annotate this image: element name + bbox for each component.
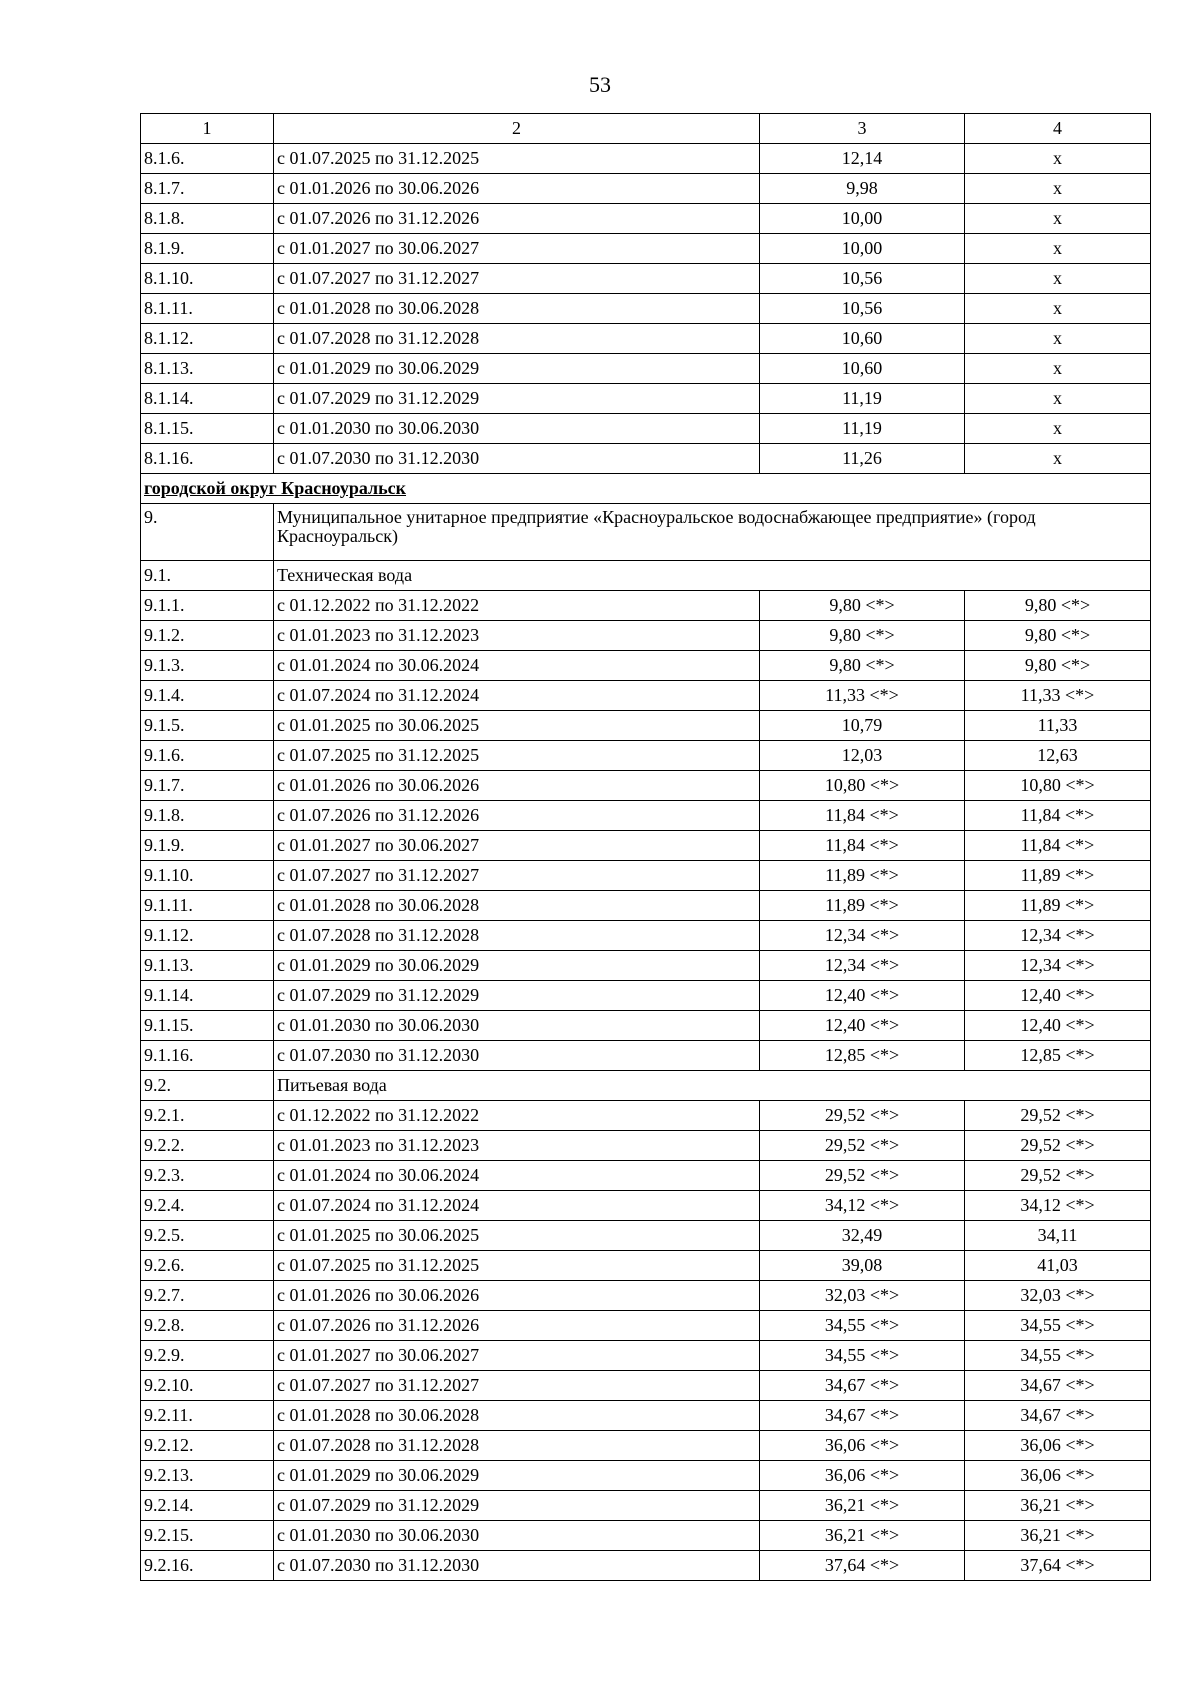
row-value-col3: 12,40 <*> bbox=[760, 1011, 965, 1041]
table-row bbox=[141, 981, 1151, 1011]
row-period: с 01.07.2025 по 31.12.2025 bbox=[274, 1251, 760, 1281]
table-row bbox=[141, 1251, 1151, 1281]
row-value-col3: 12,40 <*> bbox=[760, 981, 965, 1011]
table-row bbox=[141, 1191, 1151, 1221]
row-value-col4: 29,52 <*> bbox=[965, 1131, 1151, 1161]
row-value-col4: 11,33 <*> bbox=[965, 681, 1151, 711]
row-value-col4: 12,34 <*> bbox=[965, 921, 1151, 951]
row-value-col4: х bbox=[965, 354, 1151, 384]
row-value-col3: 12,03 bbox=[760, 741, 965, 771]
row-value-col3: 10,79 bbox=[760, 711, 965, 741]
row-value-col4: 9,80 <*> bbox=[965, 591, 1151, 621]
section-heading-row bbox=[141, 474, 1151, 504]
row-period: с 01.01.2027 по 30.06.2027 bbox=[274, 1341, 760, 1371]
row-value-col4: 34,12 <*> bbox=[965, 1191, 1151, 1221]
row-number: 9.2.11. bbox=[141, 1401, 274, 1431]
row-value-col4: 9,80 <*> bbox=[965, 651, 1151, 681]
row-number: 9.2. bbox=[141, 1071, 274, 1101]
row-number: 8.1.10. bbox=[141, 264, 274, 294]
row-number: 9.1.6. bbox=[141, 741, 274, 771]
table-row bbox=[141, 711, 1151, 741]
row-value-col3: 36,21 <*> bbox=[760, 1491, 965, 1521]
row-value-col3: 36,21 <*> bbox=[760, 1521, 965, 1551]
organization-row bbox=[141, 504, 1151, 561]
row-period: с 01.07.2026 по 31.12.2026 bbox=[274, 801, 760, 831]
row-value-col4: 32,03 <*> bbox=[965, 1281, 1151, 1311]
row-value-col3: 11,89 <*> bbox=[760, 891, 965, 921]
row-value-col4: 12,63 bbox=[965, 741, 1151, 771]
row-period: с 01.07.2029 по 31.12.2029 bbox=[274, 384, 760, 414]
row-value-col4: 29,52 <*> bbox=[965, 1101, 1151, 1131]
row-number: 9.1.3. bbox=[141, 651, 274, 681]
row-number: 9.1.2. bbox=[141, 621, 274, 651]
table-row bbox=[141, 771, 1151, 801]
row-value-col3: 11,84 <*> bbox=[760, 801, 965, 831]
row-period: с 01.07.2028 по 31.12.2028 bbox=[274, 324, 760, 354]
row-number: 9.2.9. bbox=[141, 1341, 274, 1371]
row-number: 9.1.9. bbox=[141, 831, 274, 861]
row-period: с 01.01.2023 по 31.12.2023 bbox=[274, 621, 760, 651]
row-value-col4: 41,03 bbox=[965, 1251, 1151, 1281]
row-value-col4: 9,80 <*> bbox=[965, 621, 1151, 651]
table-row bbox=[141, 1281, 1151, 1311]
row-value-col3: 11,26 bbox=[760, 444, 965, 474]
table-row bbox=[141, 831, 1151, 861]
row-number: 9.1.1. bbox=[141, 591, 274, 621]
row-value-col3: 11,33 <*> bbox=[760, 681, 965, 711]
row-period: с 01.07.2025 по 31.12.2025 bbox=[274, 741, 760, 771]
row-period: с 01.07.2028 по 31.12.2028 bbox=[274, 921, 760, 951]
row-value-col4: х bbox=[965, 414, 1151, 444]
table-row bbox=[141, 384, 1151, 414]
row-number: 9.1.7. bbox=[141, 771, 274, 801]
group-heading-row bbox=[141, 1071, 1151, 1101]
row-number: 8.1.16. bbox=[141, 444, 274, 474]
row-number: 8.1.11. bbox=[141, 294, 274, 324]
header-col-1: 1 bbox=[141, 114, 274, 144]
row-period: с 01.07.2027 по 31.12.2027 bbox=[274, 264, 760, 294]
row-value-col3: 36,06 <*> bbox=[760, 1431, 965, 1461]
row-value-col3: 10,56 bbox=[760, 294, 965, 324]
table-row bbox=[141, 1491, 1151, 1521]
row-number: 9.2.5. bbox=[141, 1221, 274, 1251]
table-row bbox=[141, 1461, 1151, 1491]
row-value-col4: 11,89 <*> bbox=[965, 861, 1151, 891]
row-period: с 01.07.2029 по 31.12.2029 bbox=[274, 1491, 760, 1521]
row-period: с 01.07.2024 по 31.12.2024 bbox=[274, 1191, 760, 1221]
table-row bbox=[141, 921, 1151, 951]
row-number: 9.1.14. bbox=[141, 981, 274, 1011]
row-number: 8.1.14. bbox=[141, 384, 274, 414]
row-period: с 01.01.2023 по 31.12.2023 bbox=[274, 1131, 760, 1161]
table-row bbox=[141, 1011, 1151, 1041]
row-value-col3: 9,80 <*> bbox=[760, 621, 965, 651]
row-value-col3: 36,06 <*> bbox=[760, 1461, 965, 1491]
group-title: Питьевая вода bbox=[274, 1071, 1151, 1101]
row-value-col3: 10,00 bbox=[760, 204, 965, 234]
row-value-col3: 10,56 bbox=[760, 264, 965, 294]
table-row bbox=[141, 621, 1151, 651]
row-period: с 01.07.2028 по 31.12.2028 bbox=[274, 1431, 760, 1461]
tariff-table-body bbox=[141, 114, 1151, 1581]
table-row bbox=[141, 354, 1151, 384]
row-number: 9.2.12. bbox=[141, 1431, 274, 1461]
page-number: 53 bbox=[589, 72, 611, 97]
row-period: с 01.01.2027 по 30.06.2027 bbox=[274, 234, 760, 264]
table-row bbox=[141, 801, 1151, 831]
table-row bbox=[141, 144, 1151, 174]
row-number: 9.2.16. bbox=[141, 1551, 274, 1581]
table-row bbox=[141, 681, 1151, 711]
row-period: с 01.07.2026 по 31.12.2026 bbox=[274, 1311, 760, 1341]
row-value-col4: 11,84 <*> bbox=[965, 831, 1151, 861]
table-row bbox=[141, 444, 1151, 474]
table-row bbox=[141, 1371, 1151, 1401]
row-number: 8.1.9. bbox=[141, 234, 274, 264]
table-row bbox=[141, 294, 1151, 324]
row-value-col3: 34,55 <*> bbox=[760, 1341, 965, 1371]
row-period: с 01.01.2030 по 30.06.2030 bbox=[274, 414, 760, 444]
row-value-col4: 36,21 <*> bbox=[965, 1491, 1151, 1521]
row-value-col4: 34,11 bbox=[965, 1221, 1151, 1251]
row-period: с 01.07.2027 по 31.12.2027 bbox=[274, 1371, 760, 1401]
row-period: с 01.12.2022 по 31.12.2022 bbox=[274, 1101, 760, 1131]
table-row bbox=[141, 414, 1151, 444]
row-period: с 01.01.2029 по 30.06.2029 bbox=[274, 951, 760, 981]
table-row bbox=[141, 1521, 1151, 1551]
row-value-col3: 34,55 <*> bbox=[760, 1311, 965, 1341]
table-row bbox=[141, 204, 1151, 234]
row-period: с 01.01.2027 по 30.06.2027 bbox=[274, 831, 760, 861]
row-value-col3: 32,49 bbox=[760, 1221, 965, 1251]
header-col-3: 3 bbox=[760, 114, 965, 144]
row-period: с 01.01.2026 по 30.06.2026 bbox=[274, 771, 760, 801]
row-period: с 01.01.2030 по 30.06.2030 bbox=[274, 1521, 760, 1551]
row-number: 9.1.11. bbox=[141, 891, 274, 921]
row-period: с 01.01.2026 по 30.06.2026 bbox=[274, 174, 760, 204]
header-col-4: 4 bbox=[965, 114, 1151, 144]
table-row bbox=[141, 1341, 1151, 1371]
row-period: с 01.01.2028 по 30.06.2028 bbox=[274, 294, 760, 324]
row-number: 9.2.7. bbox=[141, 1281, 274, 1311]
row-number: 9.2.13. bbox=[141, 1461, 274, 1491]
row-value-col3: 12,85 <*> bbox=[760, 1041, 965, 1071]
row-period: с 01.01.2029 по 30.06.2029 bbox=[274, 354, 760, 384]
table-row bbox=[141, 951, 1151, 981]
table-row bbox=[141, 1551, 1151, 1581]
row-period: с 01.07.2025 по 31.12.2025 bbox=[274, 144, 760, 174]
row-value-col3: 12,34 <*> bbox=[760, 951, 965, 981]
row-period: с 01.01.2024 по 30.06.2024 bbox=[274, 1161, 760, 1191]
row-value-col3: 9,80 <*> bbox=[760, 651, 965, 681]
table-row bbox=[141, 861, 1151, 891]
row-value-col4: 11,84 <*> bbox=[965, 801, 1151, 831]
table-row bbox=[141, 891, 1151, 921]
row-value-col3: 11,19 bbox=[760, 414, 965, 444]
table-row bbox=[141, 1311, 1151, 1341]
row-value-col4: 36,21 <*> bbox=[965, 1521, 1151, 1551]
row-number: 8.1.7. bbox=[141, 174, 274, 204]
row-value-col4: 34,67 <*> bbox=[965, 1371, 1151, 1401]
row-number: 9.2.10. bbox=[141, 1371, 274, 1401]
row-period: с 01.01.2028 по 30.06.2028 bbox=[274, 891, 760, 921]
table-row bbox=[141, 174, 1151, 204]
organization-name: Муниципальное унитарное предприятие «Красноуральское водоснабжающее предприятие» (город Красноуральск) bbox=[274, 504, 1151, 561]
row-value-col3: 11,19 bbox=[760, 384, 965, 414]
row-value-col3: 11,89 <*> bbox=[760, 861, 965, 891]
table-row bbox=[141, 1131, 1151, 1161]
row-value-col3: 37,64 <*> bbox=[760, 1551, 965, 1581]
row-value-col4: 29,52 <*> bbox=[965, 1161, 1151, 1191]
tariff-table bbox=[140, 113, 1151, 1581]
row-value-col3: 39,08 bbox=[760, 1251, 965, 1281]
table-row bbox=[141, 1041, 1151, 1071]
row-number: 9.2.4. bbox=[141, 1191, 274, 1221]
row-value-col3: 29,52 <*> bbox=[760, 1161, 965, 1191]
table-row bbox=[141, 234, 1151, 264]
row-period: с 01.07.2024 по 31.12.2024 bbox=[274, 681, 760, 711]
table-row bbox=[141, 1101, 1151, 1131]
row-number: 9.1.12. bbox=[141, 921, 274, 951]
row-period: с 01.01.2029 по 30.06.2029 bbox=[274, 1461, 760, 1491]
row-value-col4: х bbox=[965, 444, 1151, 474]
row-period: с 01.01.2025 по 30.06.2025 bbox=[274, 1221, 760, 1251]
table-row bbox=[141, 1221, 1151, 1251]
table-row bbox=[141, 591, 1151, 621]
row-value-col4: х bbox=[965, 324, 1151, 354]
row-value-col3: 9,80 <*> bbox=[760, 591, 965, 621]
row-period: с 01.07.2030 по 31.12.2030 bbox=[274, 1551, 760, 1581]
row-number: 9. bbox=[141, 504, 274, 561]
row-value-col4: 11,89 <*> bbox=[965, 891, 1151, 921]
row-number: 9.1. bbox=[141, 561, 274, 591]
group-heading-row bbox=[141, 561, 1151, 591]
section-title: городской округ Красноуральск bbox=[141, 474, 1151, 504]
row-number: 9.1.16. bbox=[141, 1041, 274, 1071]
table-row bbox=[141, 324, 1151, 354]
row-number: 9.2.15. bbox=[141, 1521, 274, 1551]
table-row bbox=[141, 1401, 1151, 1431]
row-value-col4: 36,06 <*> bbox=[965, 1431, 1151, 1461]
row-period: с 01.07.2030 по 31.12.2030 bbox=[274, 444, 760, 474]
row-value-col3: 34,67 <*> bbox=[760, 1401, 965, 1431]
row-value-col4: 34,55 <*> bbox=[965, 1311, 1151, 1341]
row-value-col4: 10,80 <*> bbox=[965, 771, 1151, 801]
row-value-col4: х bbox=[965, 144, 1151, 174]
row-value-col3: 10,60 bbox=[760, 354, 965, 384]
row-value-col3: 11,84 <*> bbox=[760, 831, 965, 861]
row-value-col3: 10,80 <*> bbox=[760, 771, 965, 801]
row-number: 9.2.2. bbox=[141, 1131, 274, 1161]
row-period: с 01.01.2030 по 30.06.2030 bbox=[274, 1011, 760, 1041]
row-value-col3: 34,67 <*> bbox=[760, 1371, 965, 1401]
header-row bbox=[141, 114, 1151, 144]
row-value-col3: 34,12 <*> bbox=[760, 1191, 965, 1221]
row-period: с 01.01.2025 по 30.06.2025 bbox=[274, 711, 760, 741]
row-value-col4: 34,55 <*> bbox=[965, 1341, 1151, 1371]
row-value-col4: х bbox=[965, 174, 1151, 204]
row-value-col4: х bbox=[965, 234, 1151, 264]
row-number: 9.2.6. bbox=[141, 1251, 274, 1281]
row-number: 8.1.12. bbox=[141, 324, 274, 354]
row-value-col4: х bbox=[965, 204, 1151, 234]
row-number: 9.2.3. bbox=[141, 1161, 274, 1191]
row-period: с 01.07.2029 по 31.12.2029 bbox=[274, 981, 760, 1011]
row-value-col4: 36,06 <*> bbox=[965, 1461, 1151, 1491]
table-row bbox=[141, 1161, 1151, 1191]
row-number: 9.1.4. bbox=[141, 681, 274, 711]
row-value-col3: 32,03 <*> bbox=[760, 1281, 965, 1311]
row-number: 8.1.6. bbox=[141, 144, 274, 174]
table-row bbox=[141, 741, 1151, 771]
row-value-col3: 12,14 bbox=[760, 144, 965, 174]
row-period: с 01.12.2022 по 31.12.2022 bbox=[274, 591, 760, 621]
row-number: 9.1.13. bbox=[141, 951, 274, 981]
row-value-col3: 29,52 <*> bbox=[760, 1131, 965, 1161]
row-number: 9.2.8. bbox=[141, 1311, 274, 1341]
row-value-col4: 12,40 <*> bbox=[965, 981, 1151, 1011]
table-row bbox=[141, 651, 1151, 681]
row-period: с 01.01.2026 по 30.06.2026 bbox=[274, 1281, 760, 1311]
row-value-col4: 12,85 <*> bbox=[965, 1041, 1151, 1071]
row-value-col3: 10,60 bbox=[760, 324, 965, 354]
row-value-col3: 29,52 <*> bbox=[760, 1101, 965, 1131]
row-value-col4: 11,33 bbox=[965, 711, 1151, 741]
row-number: 9.1.8. bbox=[141, 801, 274, 831]
row-value-col4: х bbox=[965, 294, 1151, 324]
row-value-col4: 37,64 <*> bbox=[965, 1551, 1151, 1581]
row-number: 8.1.8. bbox=[141, 204, 274, 234]
row-period: с 01.07.2030 по 31.12.2030 bbox=[274, 1041, 760, 1071]
row-number: 9.2.1. bbox=[141, 1101, 274, 1131]
row-period: с 01.07.2027 по 31.12.2027 bbox=[274, 861, 760, 891]
table-row bbox=[141, 1431, 1151, 1461]
group-title: Техническая вода bbox=[274, 561, 1151, 591]
row-number: 9.1.5. bbox=[141, 711, 274, 741]
row-period: с 01.07.2026 по 31.12.2026 bbox=[274, 204, 760, 234]
header-col-2: 2 bbox=[274, 114, 760, 144]
row-value-col4: 34,67 <*> bbox=[965, 1401, 1151, 1431]
row-period: с 01.01.2024 по 30.06.2024 bbox=[274, 651, 760, 681]
row-number: 9.1.15. bbox=[141, 1011, 274, 1041]
row-number: 8.1.13. bbox=[141, 354, 274, 384]
row-value-col3: 10,00 bbox=[760, 234, 965, 264]
row-value-col4: 12,40 <*> bbox=[965, 1011, 1151, 1041]
row-value-col4: х bbox=[965, 384, 1151, 414]
row-number: 9.1.10. bbox=[141, 861, 274, 891]
table-row bbox=[141, 264, 1151, 294]
row-value-col4: х bbox=[965, 264, 1151, 294]
row-value-col4: 12,34 <*> bbox=[965, 951, 1151, 981]
row-number: 8.1.15. bbox=[141, 414, 274, 444]
row-period: с 01.01.2028 по 30.06.2028 bbox=[274, 1401, 760, 1431]
row-number: 9.2.14. bbox=[141, 1491, 274, 1521]
row-value-col3: 9,98 bbox=[760, 174, 965, 204]
row-value-col3: 12,34 <*> bbox=[760, 921, 965, 951]
